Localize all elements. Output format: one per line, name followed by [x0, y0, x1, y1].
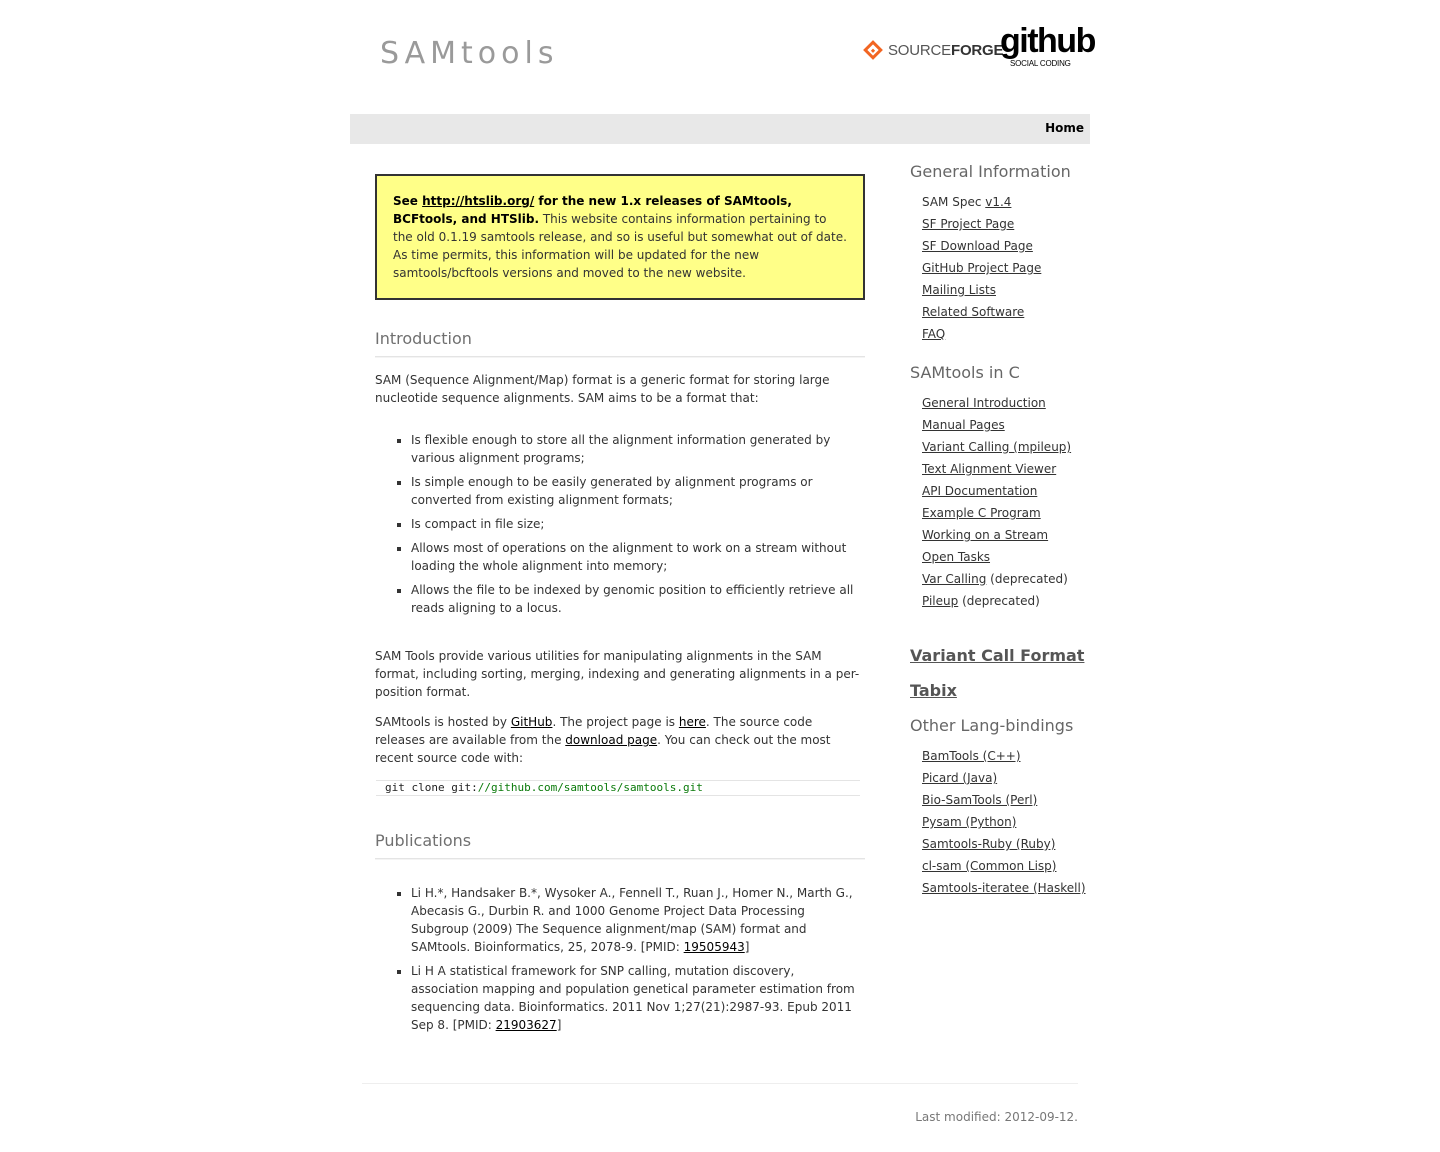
- sidebar-item-api-documentation: [922, 480, 1090, 502]
- cl-sam-link[interactable]: cl-sam (Common Lisp): [922, 859, 1057, 873]
- sf-project-page-link[interactable]: SF Project Page: [922, 217, 1015, 231]
- code-path: //github.com/samtools/samtools.git: [477, 781, 703, 794]
- sidebar-item-picard: [922, 767, 1090, 789]
- introduction-section: [375, 330, 865, 767]
- sidebar-item-text-alignment-viewer: [922, 458, 1090, 480]
- tabix-link[interactable]: Tabix: [910, 681, 957, 700]
- publications-heading: Publications: [375, 831, 472, 850]
- introduction-heading: Introduction: [375, 329, 472, 348]
- top-navbar: [350, 114, 1090, 144]
- intro-paragraph-2: SAM Tools provide various utilities for manipulating alignments in the SAM format, including sorting, merging, indexing and generating alignments in a per-position format.: [375, 649, 860, 699]
- publication-item: [411, 962, 865, 1034]
- sidebar-item-bamtools: [922, 745, 1090, 767]
- sidebar-item-cl-sam: [922, 855, 1090, 877]
- sidebar-item-sam-spec: [922, 191, 1090, 213]
- sidebar-item-manual-pages: [922, 414, 1090, 436]
- mailing-lists-link[interactable]: Mailing Lists: [922, 283, 996, 297]
- publication-text: Li H A statistical framework for SNP calling, mutation discovery, association mapping and population genetical parameter estimation from sequencing data. Bioinformatics. 2011 Nov 1;27(21):2987-93. Epub 2011 Sep 8. [PMID:: [411, 964, 855, 1032]
- publications-divider: [375, 858, 865, 860]
- list-item: ▪ Is simple enough to be easily generated by alignment programs or converted from existing alignment formats;: [411, 473, 865, 509]
- sidebar-item-github-project-page: [922, 257, 1090, 279]
- notice-bold-rest: for the new 1.x releases of SAMtools, BCFtools, and HTSlib.: [393, 194, 792, 226]
- publication-close: ]: [744, 940, 750, 954]
- sidebar-item-sf-download-page: [922, 235, 1090, 257]
- intro-p3-text-2: . The project page is: [552, 715, 679, 729]
- intro-paragraph-3: [375, 713, 865, 767]
- github-logo-word: github: [1000, 22, 1095, 60]
- nav-home-link[interactable]: Home: [1045, 121, 1084, 135]
- notice-body: This website contains information pertaining to the old 0.1.19 samtools release, and so is useful but somewhat out of date. As time permits, this information will be updated for the new samtools/bcftools versions and moved to the new website.: [393, 212, 847, 280]
- git-clone-code-block[interactable]: [376, 780, 860, 796]
- sidebar: [910, 162, 1090, 899]
- sidebar-item-working-on-a-stream: [922, 524, 1090, 546]
- variant-call-format-link[interactable]: Variant Call Format: [910, 646, 1085, 665]
- sam-spec-version-link[interactable]: v1.4: [985, 195, 1012, 209]
- sidebar-item-samtools-ruby: [922, 833, 1090, 855]
- sidebar-heading-other-lang-bindings: Other Lang-bindings: [910, 716, 1074, 735]
- sourceforge-logo-prefix: SOURCE: [888, 41, 951, 59]
- sidebar-item-bio-samtools: [922, 789, 1090, 811]
- introduction-divider: [375, 356, 865, 358]
- code-command: git clone git:: [385, 781, 478, 794]
- publication-item: [411, 884, 865, 956]
- open-tasks-link[interactable]: Open Tasks: [922, 550, 991, 564]
- list-item: ▪ Allows the file to be indexed by genomic position to efficiently retrieve all reads aligning to a locus.: [411, 581, 865, 617]
- samtools-iteratee-link[interactable]: Samtools-iteratee (Haskell): [922, 881, 1086, 895]
- deprecated-note: (deprecated): [958, 594, 1040, 608]
- sidebar-item-sf-project-page: [922, 213, 1090, 235]
- sidebar-item-pysam: [922, 811, 1090, 833]
- sidebar-item-variant-calling: [922, 436, 1090, 458]
- notice-box: [375, 174, 865, 300]
- project-page-link[interactable]: here: [678, 715, 706, 729]
- list-item: ▪ Allows most of operations on the alignment to work on a stream without loading the whole alignment into memory;: [411, 539, 865, 575]
- sidebar-heading-tabix: [910, 681, 1090, 700]
- deprecated-note: (deprecated): [986, 572, 1068, 586]
- sidebar-item-open-tasks: [922, 546, 1090, 568]
- working-on-a-stream-link[interactable]: Working on a Stream: [922, 528, 1049, 542]
- sidebar-samtools-c-list: [910, 392, 1090, 612]
- header-logos: [862, 22, 1095, 72]
- sidebar-item-samtools-iteratee: [922, 877, 1090, 899]
- text-alignment-viewer-link[interactable]: Text Alignment Viewer: [922, 462, 1057, 476]
- publication-text: Li H.*, Handsaker B.*, Wysoker A., Fennell T., Ruan J., Homer N., Marth G., Abecasis G., Durbin R. and 1000 Genome Project Data Processing Subgroup (2009) The Sequence alignment/map (SAM) format and SAMtools. Bioinformatics, 25, 2078-9. [PMID:: [411, 886, 853, 954]
- github-link[interactable]: GitHub: [510, 715, 553, 729]
- intro-p3-text-1: SAMtools is hosted by: [375, 715, 511, 729]
- sidebar-item-related-software: [922, 301, 1090, 323]
- sf-download-page-link[interactable]: SF Download Page: [922, 239, 1033, 253]
- general-introduction-link[interactable]: General Introduction: [922, 396, 1046, 410]
- sidebar-item-pileup: [922, 590, 1090, 612]
- samtools-ruby-link[interactable]: Samtools-Ruby (Ruby): [922, 837, 1056, 851]
- intro-p3-text-4: . You can check out the most recent source code with:: [375, 733, 831, 765]
- sidebar-item-example-c-program: [922, 502, 1090, 524]
- footer-divider: [362, 1083, 1078, 1084]
- htslib-link[interactable]: http://htslib.org/: [422, 194, 535, 208]
- sam-spec-label: SAM Spec: [922, 195, 986, 209]
- example-c-program-link[interactable]: Example C Program: [922, 506, 1041, 520]
- sidebar-item-faq: [922, 323, 1090, 345]
- sourceforge-diamond-icon: [863, 40, 883, 60]
- intro-bullet-list: [375, 431, 865, 617]
- intro-paragraph-1: SAM (Sequence Alignment/Map) format is a generic format for storing large nucleotide sequence alignments. SAM aims to be a format that:: [375, 373, 830, 405]
- manual-pages-link[interactable]: Manual Pages: [922, 418, 1005, 432]
- intro-p3-text-3: . The source code releases are available from the: [375, 715, 813, 747]
- picard-link[interactable]: Picard (Java): [922, 771, 998, 785]
- variant-calling-link[interactable]: Variant Calling (mpileup): [922, 440, 1072, 454]
- publications-list: [375, 884, 865, 1034]
- related-software-link[interactable]: Related Software: [922, 305, 1025, 319]
- publication-close: ]: [556, 1018, 562, 1032]
- sourceforge-logo-suffix: FORGE: [950, 41, 1004, 59]
- sidebar-item-general-introduction: [922, 392, 1090, 414]
- footer-last-modified: Last modified: 2012-09-12.: [915, 1110, 1078, 1124]
- publications-section: [375, 832, 865, 1040]
- pileup-link[interactable]: Pileup: [922, 594, 959, 608]
- github-logo-tagline: SOCIAL CODING: [1010, 59, 1071, 68]
- github-logo[interactable]: [1000, 22, 1095, 72]
- sidebar-heading-samtools-in-c: SAMtools in C: [910, 363, 1020, 382]
- list-item: ▪ Is flexible enough to store all the alignment information generated by various alignment programs;: [411, 431, 865, 467]
- bamtools-link[interactable]: BamTools (C++): [922, 749, 1021, 763]
- site-title: SAMtools: [380, 36, 559, 71]
- sidebar-item-var-calling: [922, 568, 1090, 590]
- pysam-link[interactable]: Pysam (Python): [922, 815, 1017, 829]
- faq-link[interactable]: FAQ: [922, 327, 946, 341]
- sidebar-item-mailing-lists: [922, 279, 1090, 301]
- sidebar-heading-general-information: General Information: [910, 162, 1071, 181]
- pmid-link[interactable]: 21903627: [495, 1018, 557, 1032]
- notice-lead: See: [393, 194, 423, 208]
- download-page-link[interactable]: download page: [565, 733, 658, 747]
- api-documentation-link[interactable]: API Documentation: [922, 484, 1038, 498]
- pmid-link[interactable]: 19505943: [683, 940, 745, 954]
- bio-samtools-link[interactable]: Bio-SamTools (Perl): [922, 793, 1038, 807]
- sidebar-lang-bindings-list: [910, 745, 1090, 899]
- github-project-page-link[interactable]: GitHub Project Page: [922, 261, 1042, 275]
- list-item: ▪ Is compact in file size;: [411, 515, 865, 533]
- sidebar-heading-variant-call-format: [910, 646, 1090, 665]
- var-calling-link[interactable]: Var Calling: [922, 572, 987, 586]
- sidebar-general-list: [910, 191, 1090, 345]
- sourceforge-logo[interactable]: [862, 40, 1003, 60]
